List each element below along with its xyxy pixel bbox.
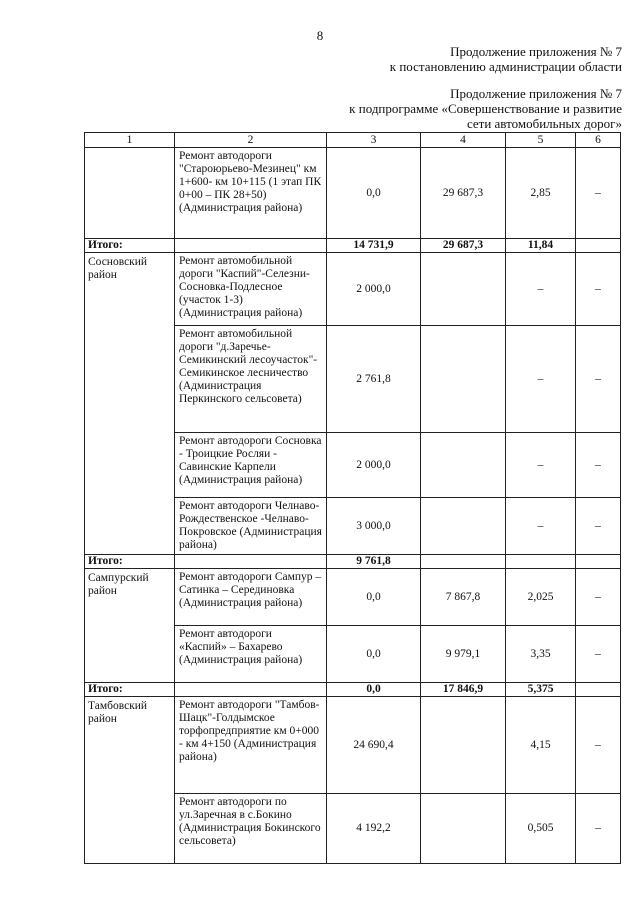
work-description-cell: Ремонт автодороги Сампур – Сатинка – Серединовка (Администрация района) xyxy=(175,569,327,626)
column-header: 1 xyxy=(85,133,175,148)
column-header: 2 xyxy=(175,133,327,148)
total-row xyxy=(85,683,621,697)
value-cell-c5: – xyxy=(506,433,576,498)
value-cell-c4 xyxy=(421,253,506,326)
value-cell-c5: 4,15 xyxy=(506,697,576,794)
continuation-header-resolution xyxy=(390,44,622,74)
work-description-cell: Ремонт автодороги Сосновка - Троицкие Росляи - Савинские Карпели (Администрация района) xyxy=(175,433,327,498)
value-cell-c6: – xyxy=(576,569,621,626)
value-cell-c3: 2 761,8 xyxy=(327,326,421,433)
total-blank xyxy=(175,555,327,569)
value-cell-c6: – xyxy=(576,326,621,433)
value-cell-c5: 5,375 xyxy=(506,683,576,697)
value-cell-c6 xyxy=(576,239,621,253)
total-label: Итого: xyxy=(85,239,175,253)
value-cell-c4 xyxy=(421,498,506,555)
column-header: 6 xyxy=(576,133,621,148)
value-cell-c4: 7 867,8 xyxy=(421,569,506,626)
value-cell-c6: – xyxy=(576,148,621,239)
value-cell-c6: – xyxy=(576,697,621,794)
value-cell-c5: – xyxy=(506,326,576,433)
value-cell-c3: 0,0 xyxy=(327,148,421,239)
header-line: Продолжение приложения № 7 xyxy=(450,86,622,101)
table-row xyxy=(85,148,621,239)
header-line: Продолжение приложения № 7 xyxy=(450,44,622,59)
total-row xyxy=(85,239,621,253)
district-cell: Тамбовский район xyxy=(85,697,175,864)
district-cell: Сампурский район xyxy=(85,569,175,683)
value-cell-c6: – xyxy=(576,253,621,326)
value-cell-c3: 0,0 xyxy=(327,569,421,626)
total-row xyxy=(85,555,621,569)
value-cell-c6: – xyxy=(576,433,621,498)
work-description-cell: Ремонт автомобильной дороги "Каспий"-Селезни-Сосновка-Подлесное (участок 1-3) (Администрация района) xyxy=(175,253,327,326)
value-cell-c5: 0,505 xyxy=(506,794,576,864)
total-blank xyxy=(175,239,327,253)
value-cell-c5: – xyxy=(506,498,576,555)
value-cell-c4 xyxy=(421,433,506,498)
road-repair-table xyxy=(84,132,621,864)
work-description-cell: Ремонт автодороги Челнаво- Рождественское -Челнаво-Покровское (Администрация района) xyxy=(175,498,327,555)
value-cell-c6: – xyxy=(576,626,621,683)
district-cell: Сосновский район xyxy=(85,253,175,555)
district-cell xyxy=(85,148,175,239)
value-cell-c3: 4 192,2 xyxy=(327,794,421,864)
value-cell-c6: – xyxy=(576,498,621,555)
work-description-cell: Ремонт автомобильной дороги "д.Заречье-Семикинский лесоучасток"-Семикинское лесничество (Администрация Перкинского сельсовета) xyxy=(175,326,327,433)
work-description-cell: Ремонт автодороги "Тамбов-Шацк"-Голдымское торфопредприятие км 0+000 - км 4+150 (Администрация района) xyxy=(175,697,327,794)
work-description-cell: Ремонт автодороги "Староюрьево-Мезинец" км 1+600- км 10+115 (1 этап ПК 0+00 – ПК 28+50) (Администрация района) xyxy=(175,148,327,239)
value-cell-c6 xyxy=(576,555,621,569)
value-cell-c5: 2,025 xyxy=(506,569,576,626)
table-body xyxy=(85,148,621,864)
header-line: сети автомобильных дорог» xyxy=(466,116,622,131)
value-cell-c4: 29 687,3 xyxy=(421,239,506,253)
value-cell-c4: 17 846,9 xyxy=(421,683,506,697)
value-cell-c3: 14 731,9 xyxy=(327,239,421,253)
value-cell-c5: 2,85 xyxy=(506,148,576,239)
column-header: 3 xyxy=(327,133,421,148)
value-cell-c3: 0,0 xyxy=(327,683,421,697)
header-line: к постановлению администрации области xyxy=(389,59,622,74)
value-cell-c4 xyxy=(421,794,506,864)
value-cell-c4: 9 979,1 xyxy=(421,626,506,683)
value-cell-c3: 3 000,0 xyxy=(327,498,421,555)
work-description-cell: Ремонт автодороги по ул.Заречная в с.Бокино (Администрация Бокинского сельсовета) xyxy=(175,794,327,864)
table-row xyxy=(85,569,621,626)
value-cell-c4 xyxy=(421,555,506,569)
work-description-cell: Ремонт автодороги «Каспий» – Бахарево (Администрация района) xyxy=(175,626,327,683)
value-cell-c3: 24 690,4 xyxy=(327,697,421,794)
value-cell-c5 xyxy=(506,555,576,569)
value-cell-c3: 2 000,0 xyxy=(327,433,421,498)
value-cell-c5: – xyxy=(506,253,576,326)
value-cell-c5: 11,84 xyxy=(506,239,576,253)
value-cell-c4 xyxy=(421,326,506,433)
continuation-header-subprogram xyxy=(349,86,622,131)
page-number: 8 xyxy=(316,28,324,43)
total-blank xyxy=(175,683,327,697)
value-cell-c3: 0,0 xyxy=(327,626,421,683)
value-cell-c3: 2 000,0 xyxy=(327,253,421,326)
table-row xyxy=(85,253,621,326)
value-cell-c4: 29 687,3 xyxy=(421,148,506,239)
value-cell-c5: 3,35 xyxy=(506,626,576,683)
value-cell-c3: 9 761,8 xyxy=(327,555,421,569)
value-cell-c4 xyxy=(421,697,506,794)
column-header: 5 xyxy=(506,133,576,148)
header-line: к подпрограмме «Совершенствование и развитие xyxy=(349,101,622,116)
table-row xyxy=(85,697,621,794)
value-cell-c6: – xyxy=(576,794,621,864)
total-label: Итого: xyxy=(85,683,175,697)
column-number-row xyxy=(85,133,621,148)
column-header: 4 xyxy=(421,133,506,148)
total-label: Итого: xyxy=(85,555,175,569)
value-cell-c6 xyxy=(576,683,621,697)
